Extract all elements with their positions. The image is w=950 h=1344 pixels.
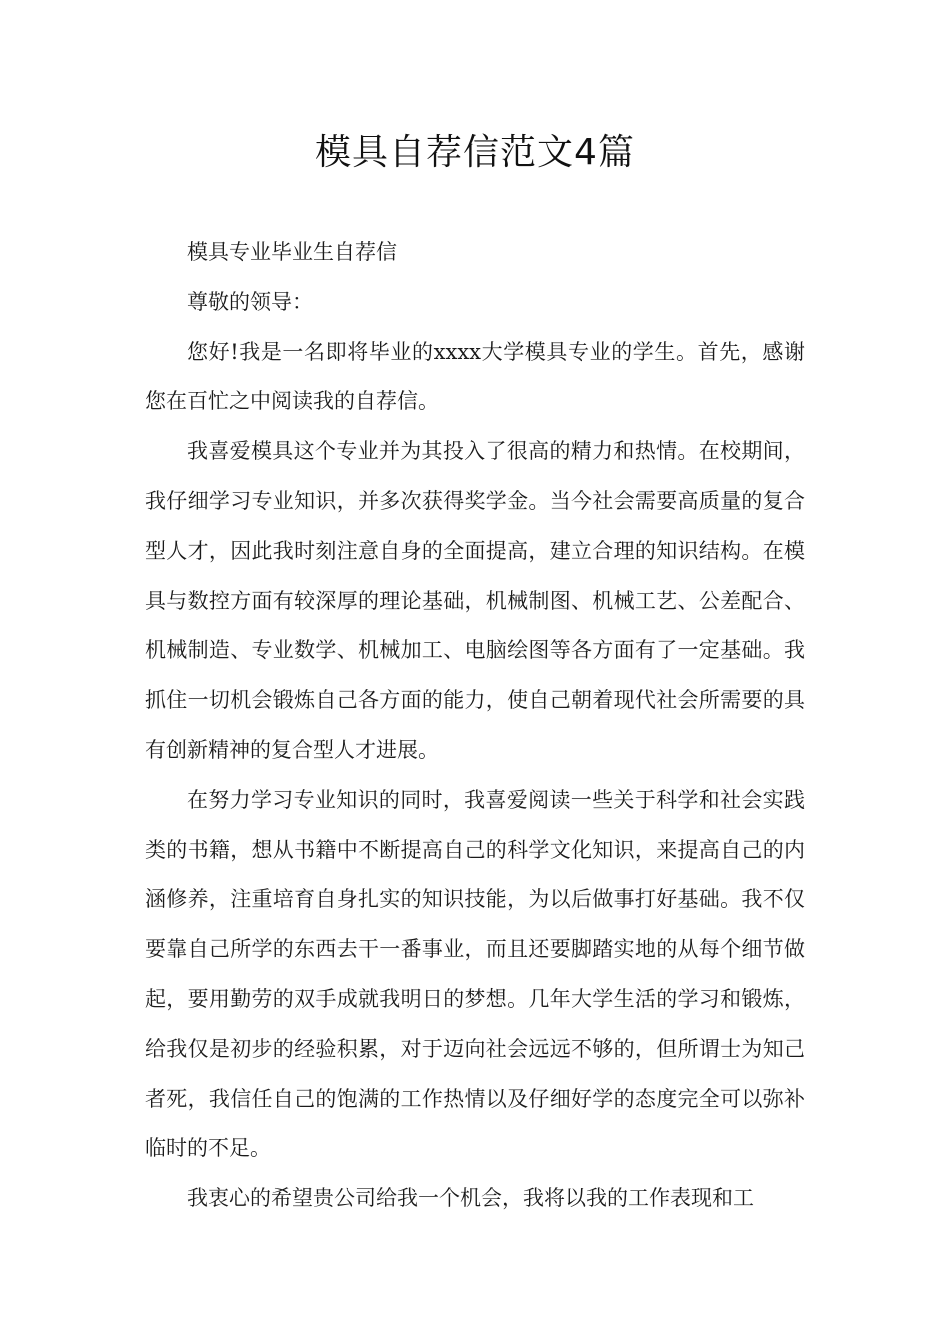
document-title: 模具自荐信范文4篇: [315, 132, 635, 173]
paragraph-salutation: 尊敬的领导：: [187, 289, 313, 314]
paragraph: 您好!我是一名即将毕业的xxxx大学模具专业的学生。首先，感谢您在百忙之中阅读我的自荐信。: [145, 339, 805, 414]
paragraph: 在努力学习专业知识的同时，我喜爱阅读一些关于科学和社会实践类的书籍，想从书籍中不断提高自己的科学文化知识，来提高自己的内涵修养，注重培育自身扎实的知识技能，为以后做事打好基础。我不仅要靠自己所学的东西去干一番事业，而且还要脚踏实地的从每个细节做起，要用勤劳的双手成就我明日的梦想。几年大学生活的学习和锻炼，给我仅是初步的经验积累，对于迈向社会远远不够的，但所谓士为知己者死，我信任自己的饱满的工作热情以及仔细好学的态度完全可以弥补临时的不足。: [145, 787, 805, 1161]
paragraph: 我衷心的希望贵公司给我一个机会，我将以我的工作表现和工: [187, 1186, 754, 1211]
paragraph-heading: 模具专业毕业生自荐信: [187, 240, 397, 264]
document-body: [145, 228, 805, 1224]
paragraph: 我喜爱模具这个专业并为其投入了很高的精力和热情。在校期间，我仔细学习专业知识，并多次获得奖学金。当今社会需要高质量的复合型人才，因此我时刻注意自身的全面提高，建立合理的知识结构。在模具与数控方面有较深厚的理论基础，机械制图、机械工艺、公差配合、机械制造、专业数学、机械加工、电脑绘图等各方面有了一定基础。我抓住一切机会锻炼自己各方面的能力，使自己朝着现代社会所需要的具有创新精神的复合型人才进展。: [145, 439, 805, 762]
